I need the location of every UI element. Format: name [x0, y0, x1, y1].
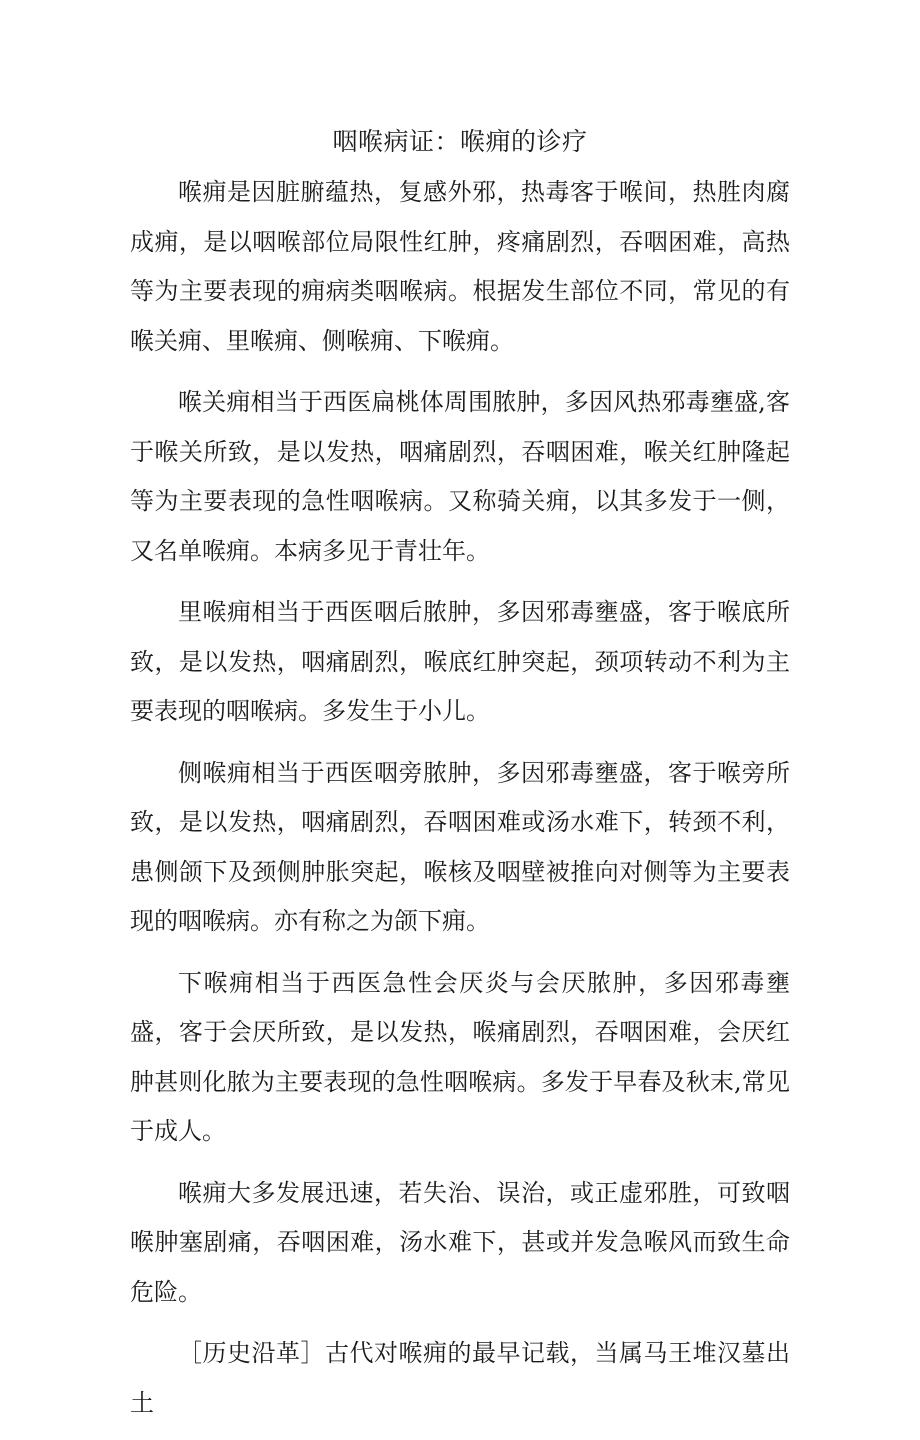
paragraph-houguanyong: 喉关痈相当于西医扁桃体周围脓肿，多因风热邪毒壅盛,客于喉关所致，是以发热，咽痛剧烈，吞咽困难，喉关红肿隆起等为主要表现的急性咽喉病。又称骑关痈，以其多发于一侧，又名单喉痈。本病多见于青壮年。 — [130, 388, 790, 565]
document-body — [130, 168, 790, 1440]
paragraph-history: ［历史沿革］古代对喉痈的最早记载，当属马王堆汉墓出土 — [130, 1339, 790, 1417]
paragraph-lihouyong: 里喉痈相当于西医咽后脓肿，多因邪毒壅盛，客于喉底所致，是以发热，咽痛剧烈，喉底红肿突起，颈项转动不利为主要表现的咽喉病。多发生于小儿。 — [130, 598, 790, 725]
paragraph-overview: 喉痈是因脏腑蕴热，复感外邪，热毒客于喉间，热胜肉腐成痈，是以咽喉部位局限性红肿，疼痛剧烈，吞咽困难，高热等为主要表现的痈病类咽喉病。根据发生部位不同，常见的有喉关痈、里喉痈、侧喉痈、下喉痈。 — [130, 178, 790, 355]
document-title: 咽喉病证：喉痈的诊疗 — [332, 127, 588, 156]
paragraph-xiahouyong: 下喉痈相当于西医急性会厌炎与会厌脓肿，多因邪毒壅盛，客于会厌所致，是以发热，喉痛剧烈，吞咽困难，会厌红肿甚则化脓为主要表现的急性咽喉病。多发于早春及秋末,常见于成人。 — [130, 968, 790, 1145]
paragraph-cehouyong: 侧喉痈相当于西医咽旁脓肿，多因邪毒壅盛，客于喉旁所致，是以发热，咽痛剧烈，吞咽困难或汤水难下，转颈不利，患侧颌下及颈侧肿胀突起，喉核及咽壁被推向对侧等为主要表现的咽喉病。亦有称之为颌下痈。 — [130, 758, 790, 935]
paragraph-progression: 喉痈大多发展迅速，若失治、误治，或正虚邪胜，可致咽喉肿塞剧痛，吞咽困难，汤水难下，甚或并发急喉风而致生命危险。 — [130, 1178, 790, 1306]
